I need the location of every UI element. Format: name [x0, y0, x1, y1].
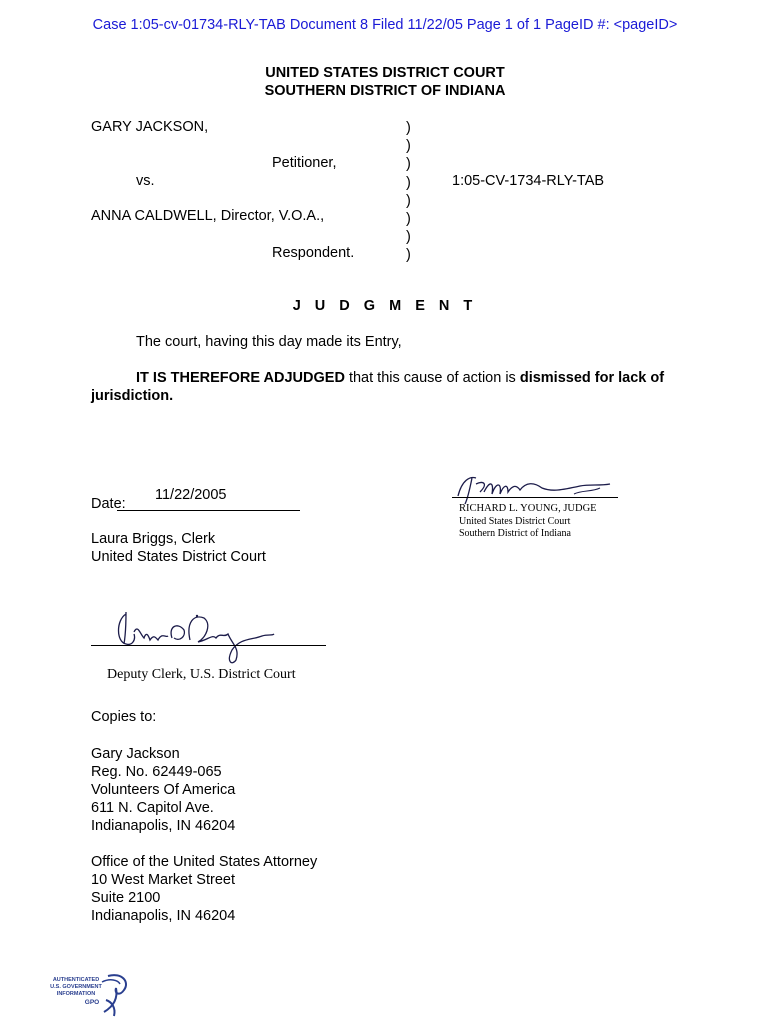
deputy-clerk-signature [112, 604, 277, 670]
court-name-line2: SOUTHERN DISTRICT OF INDIANA [264, 83, 506, 99]
recipient-block [91, 853, 317, 925]
gpo-seal-line1: AUTHENTICATED [52, 977, 100, 983]
case-number: 1:05-CV-1734-RLY-TAB [452, 173, 605, 189]
recipient-line: Reg. No. 62449-065 [91, 764, 222, 780]
clerk-name: Laura Briggs, Clerk [91, 531, 216, 547]
respondent-role: Respondent. [272, 245, 355, 261]
intro-sentence: The court, having this day made its Entry, [136, 334, 402, 350]
recipient-block [91, 745, 235, 835]
gpo-seal-line4: GPO [84, 999, 100, 1006]
recipient-line: Volunteers Of America [91, 782, 236, 798]
deputy-signature-line [91, 645, 326, 646]
judgment-title: J U D G M E N T [292, 298, 478, 314]
petitioner-role: Petitioner, [272, 155, 337, 171]
recipient-line: Indianapolis, IN 46204 [91, 908, 236, 924]
court-name-line1: UNITED STATES DISTRICT COURT [265, 65, 505, 81]
recipient-line: Gary Jackson [91, 746, 180, 762]
judge-signature-line [452, 497, 618, 498]
judge-district: Southern District of Indiana [459, 528, 571, 539]
adjudged-sentence [136, 370, 664, 386]
judge-court: United States District Court [459, 516, 571, 527]
date-value: 11/22/2005 [155, 487, 227, 503]
jurisdiction-text: jurisdiction. [91, 388, 174, 404]
recipient-line: 10 West Market Street [91, 872, 235, 888]
petitioner-name: GARY JACKSON, [91, 119, 209, 135]
gpo-seal-icon [44, 972, 134, 1020]
deputy-clerk-label: Deputy Clerk, U.S. District Court [107, 667, 296, 682]
respondent-name: ANNA CALDWELL, Director, V.O.A., [91, 208, 325, 224]
gpo-seal-line3: INFORMATION [56, 991, 96, 997]
recipient-line: 611 N. Capitol Ave. [91, 800, 214, 816]
recipient-line: Suite 2100 [91, 890, 161, 906]
gpo-seal-line2: U.S. GOVERNMENT [50, 984, 102, 990]
date-label: Date: [91, 496, 126, 512]
clerk-court: United States District Court [91, 549, 266, 565]
judge-name: RICHARD L. YOUNG, JUDGE [459, 503, 597, 514]
adjudged-text: that this cause of action is [344, 370, 520, 386]
dismissed-bold: dismissed for lack of [519, 370, 665, 386]
recipient-line: Office of the United States Attorney [91, 854, 318, 870]
adjudged-bold: IT IS THEREFORE ADJUDGED [136, 370, 345, 386]
caption-parentheses: ) ) ) ) ) ) ) ) [406, 120, 411, 264]
date-line [117, 510, 300, 511]
recipient-line: Indianapolis, IN 46204 [91, 818, 236, 834]
copies-label: Copies to: [91, 709, 157, 725]
versus: vs. [136, 173, 155, 189]
ecf-header: Case 1:05-cv-01734-RLY-TAB Document 8 Filed 11/22/05 Page 1 of 1 PageID #: <pageID> [92, 17, 678, 33]
